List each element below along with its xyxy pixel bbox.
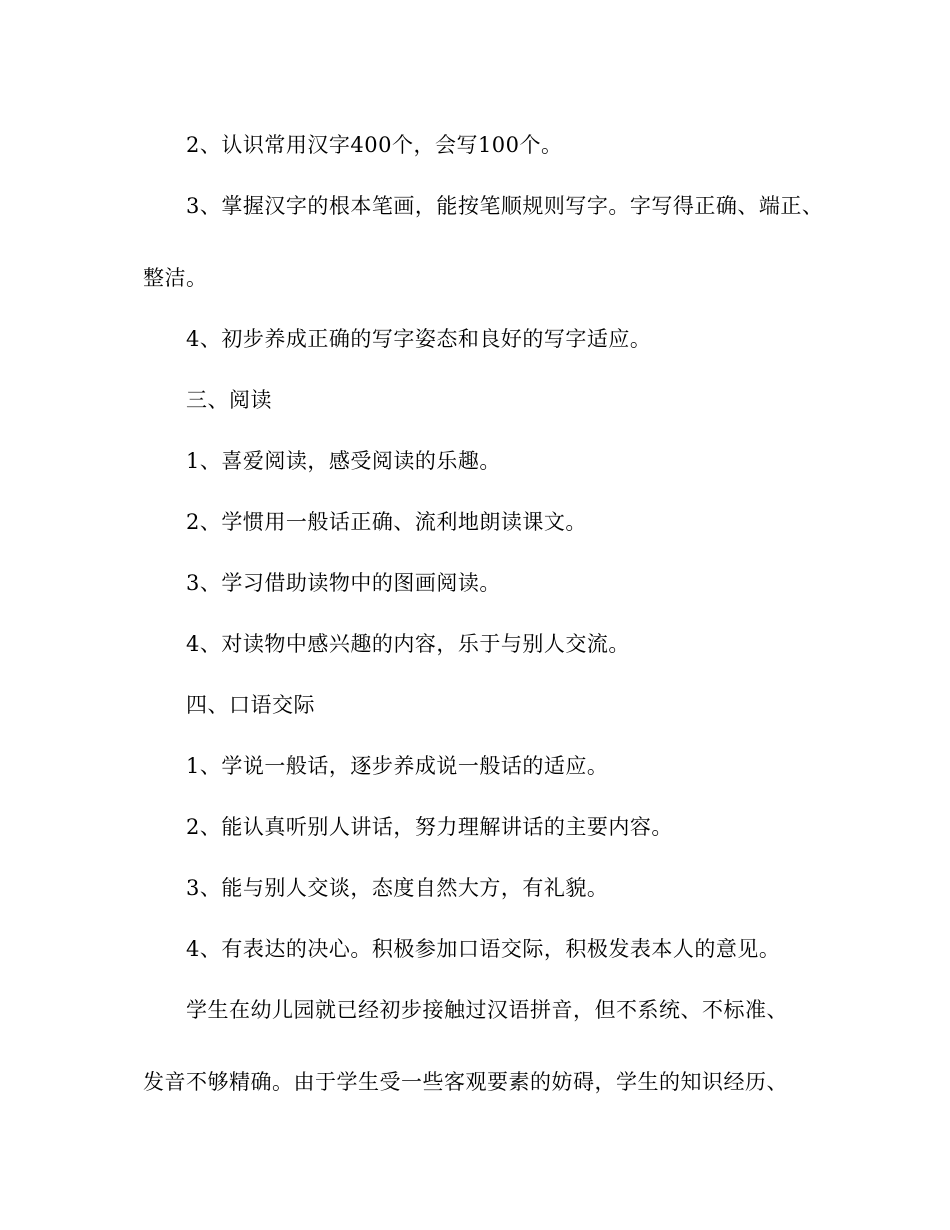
item-stroke-order-continued: 整洁。 xyxy=(143,266,208,290)
section-heading-oral-communication: 四、口语交际 xyxy=(186,693,315,717)
item-read-aloud: 2、学惯用一般话正确、流利地朗读课文。 xyxy=(186,510,587,534)
section-heading-reading: 三、阅读 xyxy=(186,388,272,412)
item-listen-carefully: 2、能认真听别人讲话，努力理解讲话的主要内容。 xyxy=(186,815,673,839)
item-stroke-order: 3、掌握汉字的根本笔画，能按笔顺规则写字。字写得正确、端正、 xyxy=(186,194,824,218)
item-converse-politely: 3、能与别人交谈，态度自然大方，有礼貌。 xyxy=(186,876,609,900)
item-picture-reading: 3、学习借助读物中的图画阅读。 xyxy=(186,571,501,595)
item-writing-posture: 4、初步养成正确的写字姿态和良好的写字适应。 xyxy=(186,327,652,351)
item-express-opinions: 4、有表达的决心。积极参加口语交际，积极发表本人的意见。 xyxy=(186,937,781,961)
item-literacy-characters: 2、认识常用汉字400个，会写100个。 xyxy=(186,133,563,157)
item-share-interests: 4、对读物中感兴趣的内容，乐于与别人交流。 xyxy=(186,632,630,656)
body-paragraph-pinyin-continued: 发音不够精确。由于学生受一些客观要素的妨碍，学生的知识经历、 xyxy=(143,1070,788,1094)
item-speak-mandarin: 1、学说一般话，逐步养成说一般话的适应。 xyxy=(186,754,609,778)
item-enjoy-reading: 1、喜爱阅读，感受阅读的乐趣。 xyxy=(186,449,501,473)
body-paragraph-pinyin: 学生在幼儿园就已经初步接触过汉语拼音，但不系统、不标准、 xyxy=(186,998,788,1022)
